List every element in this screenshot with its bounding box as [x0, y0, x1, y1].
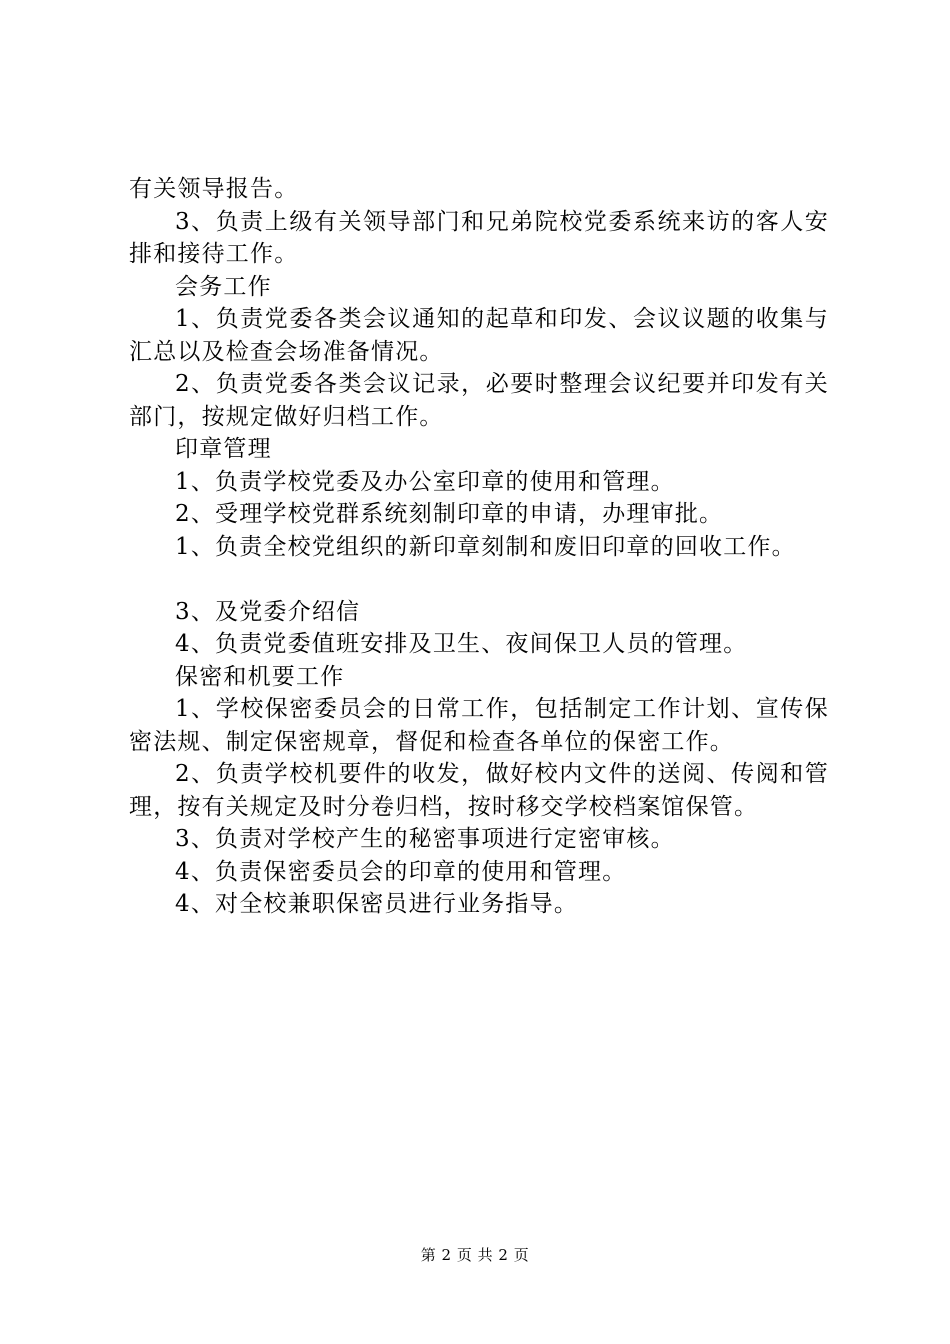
- page-footer: 第 2 页 共 2 页: [420, 1246, 530, 1264]
- paragraph-item: 1、负责党委各类会议通知的起草和印发、会议议题的收集与汇总以及检查会场准备情况。: [129, 306, 829, 365]
- section-heading-meetings: 会务工作: [175, 273, 272, 300]
- paragraph-item: 1、负责全校党组织的新印章刻制和废旧印章的回收工作。: [175, 533, 796, 560]
- paragraph-continuation: 有关领导报告。: [129, 176, 299, 202]
- paragraph-item: 2、负责学校机要件的收发，做好校内文件的送阅、传阅和管理，按有关规定及时分卷归档，按时移交学校档案馆保管。: [129, 761, 829, 820]
- paragraph-item: 2、受理学校党群系统刻制印章的申请，办理审批。: [175, 501, 724, 527]
- document-body: [129, 173, 829, 921]
- paragraph-item: 3、负责对学校产生的秘密事项进行定密审核。: [175, 826, 675, 852]
- paragraph-item: 1、负责学校党委及办公室印章的使用和管理。: [175, 468, 675, 495]
- paragraph-item: 3、负责上级有关领导部门和兄弟院校党委系统来访的客人安排和接待工作。: [129, 208, 829, 267]
- paragraph-item: 2、负责党委各类会议记录，必要时整理会议纪要并印发有关部门，按规定做好归档工作。: [129, 371, 829, 430]
- section-heading-seals: 印章管理: [175, 436, 272, 462]
- paragraph-item: 1、学校保密委员会的日常工作，包括制定工作计划、宣传保密法规、制定保密规章，督促和检查各单位的保密工作。: [129, 696, 829, 755]
- paragraph-item: 4、对全校兼职保密员进行业务指导。: [175, 891, 579, 917]
- paragraph-item: 4、负责党委值班安排及卫生、夜间保卫人员的管理。: [175, 631, 748, 657]
- paragraph-item: 3、及党委介绍信: [175, 598, 361, 625]
- section-heading-confidentiality: 保密和机要工作: [175, 663, 345, 690]
- paragraph-item: 4、负责保密委员会的印章的使用和管理。: [175, 858, 627, 885]
